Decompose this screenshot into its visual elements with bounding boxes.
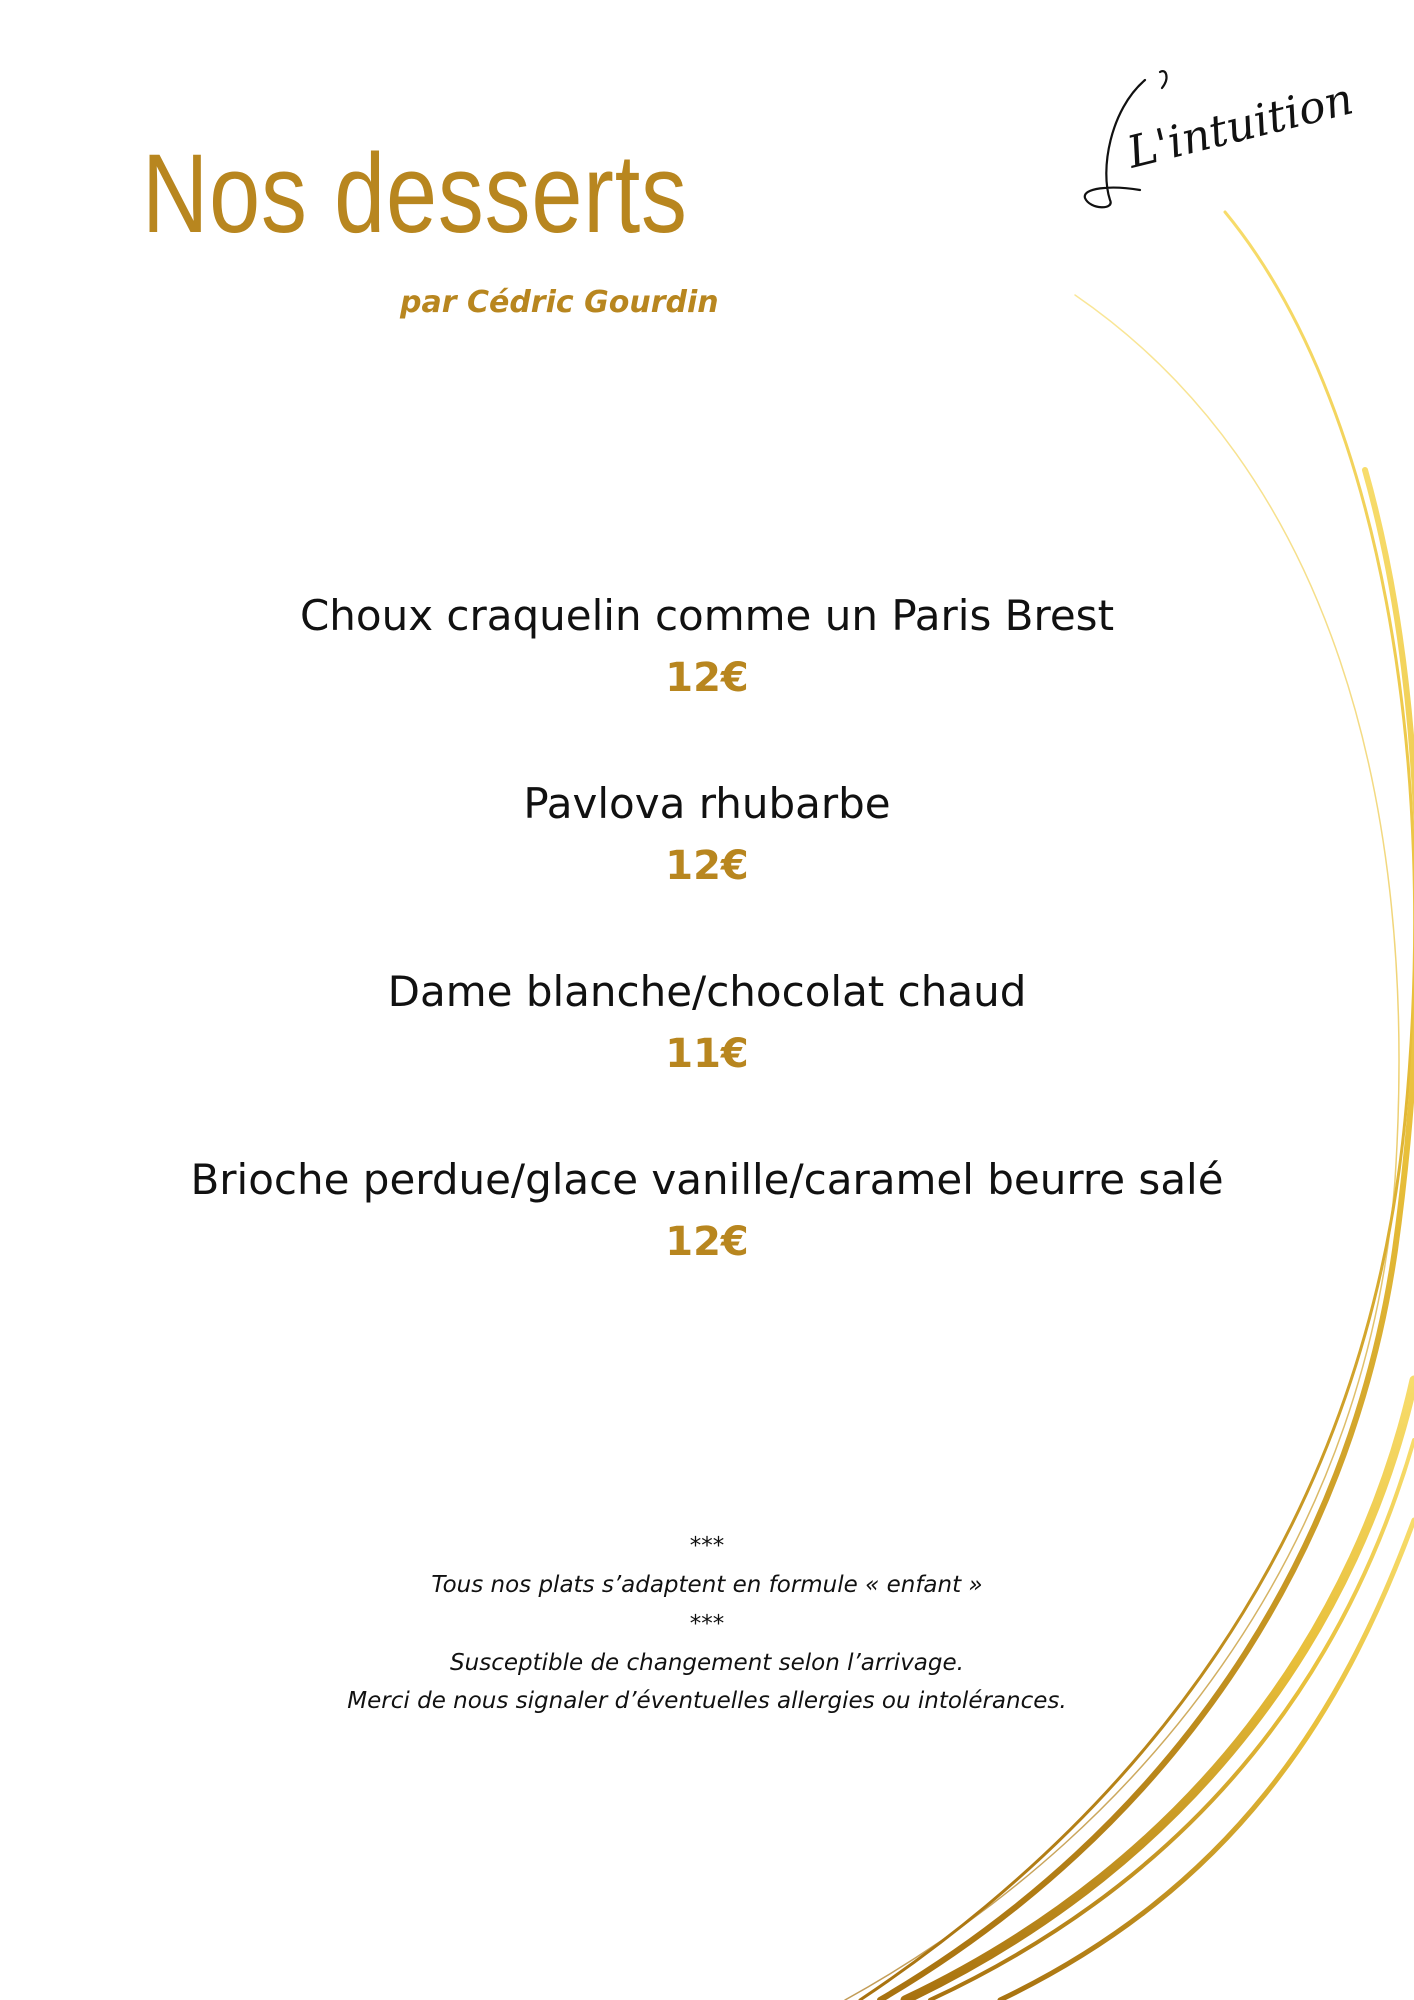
menu-item-price: 11€	[665, 1031, 749, 1077]
page-title: Nos desserts	[142, 131, 688, 256]
menu-item-name: Pavlova rhubarbe	[523, 779, 891, 828]
menu-notes	[0, 1526, 1414, 1720]
separator: ***	[689, 1611, 725, 1637]
change-note: Susceptible de changement selon l’arrivage.	[450, 1650, 964, 1676]
menu-item	[0, 961, 1414, 1149]
menu-item	[0, 1149, 1414, 1337]
logo-text: L'intuition	[1122, 73, 1359, 179]
menu-item-price: 12€	[665, 655, 749, 701]
page-subtitle: par Cédric Gourdin	[400, 285, 719, 320]
menu-item	[0, 773, 1414, 961]
menu-item	[0, 585, 1414, 773]
menu-item-name: Choux craquelin comme un Paris Brest	[299, 591, 1115, 640]
allergy-note: Merci de nous signaler d’éventuelles allergies ou intolérances.	[347, 1688, 1067, 1714]
kids-note: Tous nos plats s’adaptent en formule « enfant »	[431, 1572, 983, 1598]
menu-item-price: 12€	[665, 843, 749, 889]
menu-item-name: Dame blanche/chocolat chaud	[387, 967, 1027, 1016]
menu-item-name: Brioche perdue/glace vanille/caramel beurre salé	[190, 1155, 1224, 1204]
dessert-menu	[0, 585, 1414, 1337]
menu-item-price: 12€	[665, 1219, 749, 1265]
separator: ***	[689, 1533, 725, 1559]
brand-logo	[1070, 60, 1370, 230]
